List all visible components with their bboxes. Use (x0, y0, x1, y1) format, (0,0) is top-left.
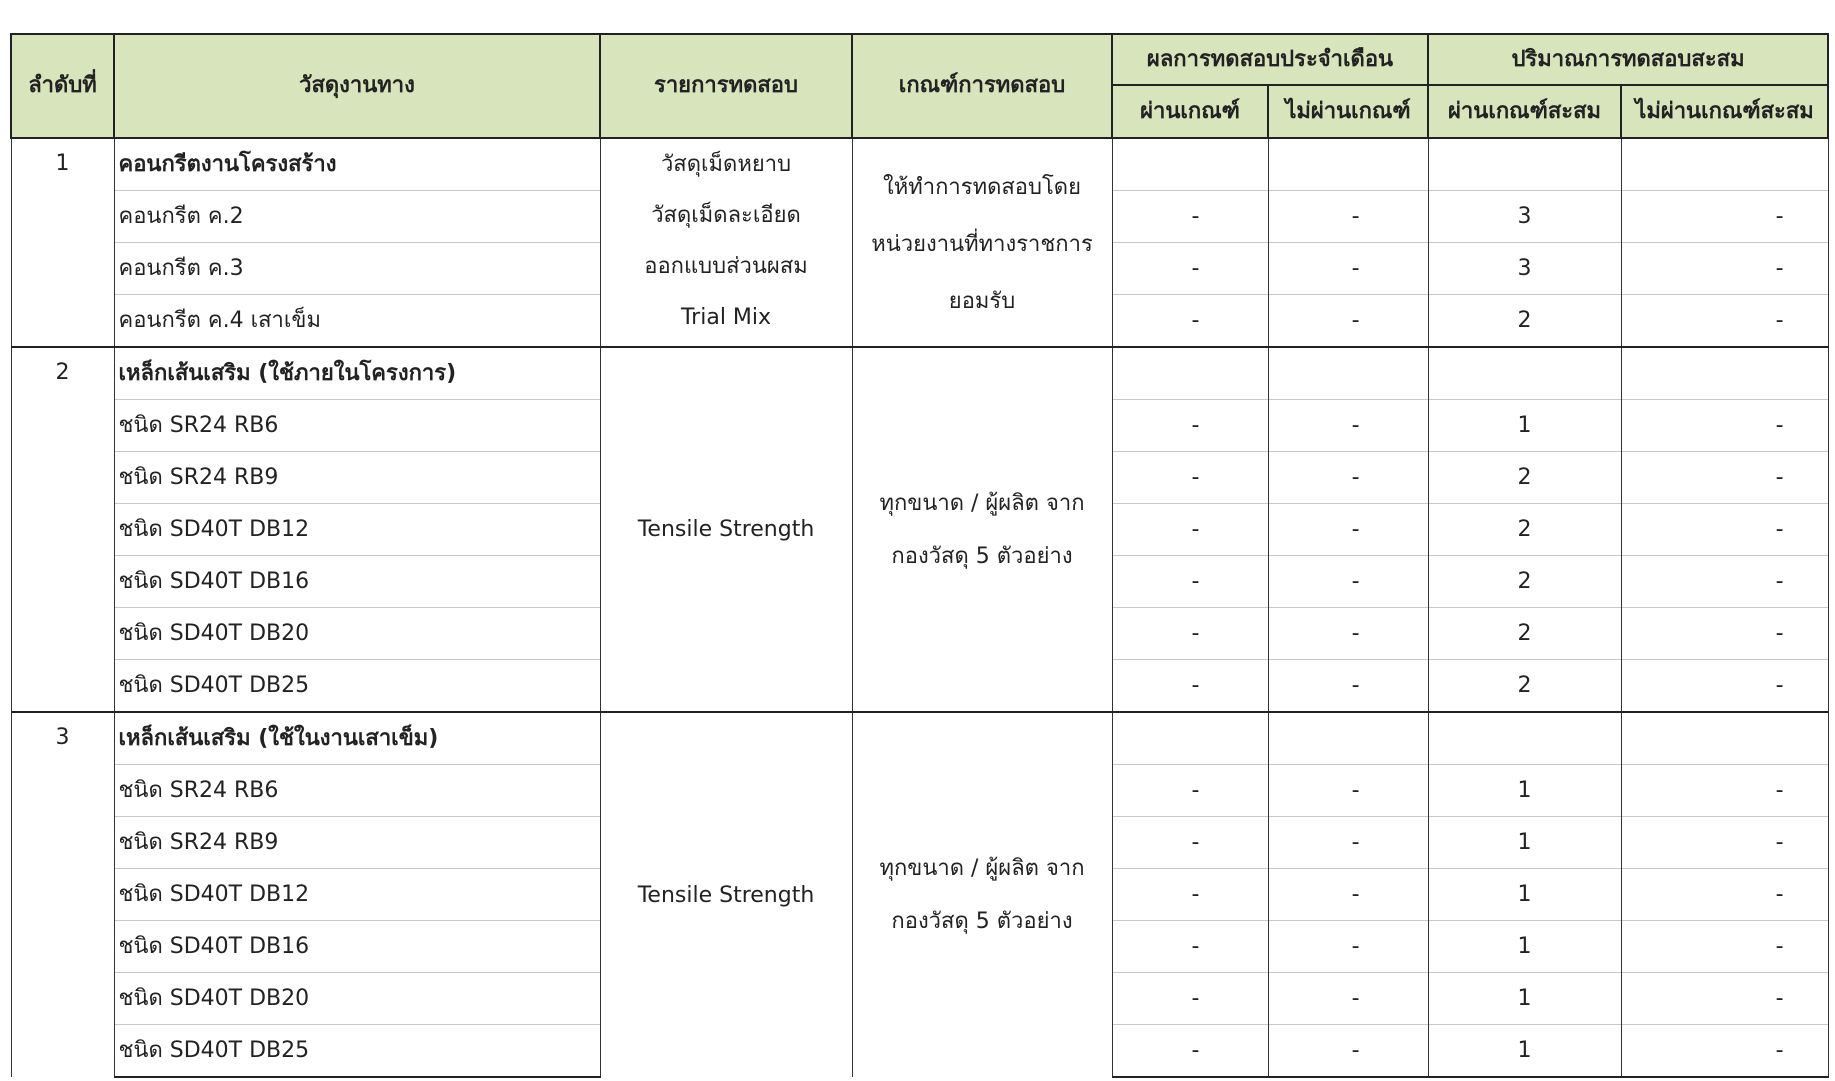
test-item-line: ออกแบบส่วนผสม (644, 254, 808, 279)
test-item-line: Trial Mix (680, 305, 772, 330)
header-cumulative-pass: ผ่านเกณฑ์สะสม (1428, 85, 1621, 138)
monthly-pass-value: - (1112, 452, 1268, 504)
material-name: คอนกรีต ค.4 เสาเข็ม (114, 295, 600, 348)
header-no: ลำดับที่ (11, 34, 114, 138)
header-criteria: เกณฑ์การทดสอบ (852, 34, 1112, 138)
group-title: คอนกรีตงานโครงสร้าง (114, 138, 600, 191)
empty-cell (1621, 712, 1828, 765)
material-name: คอนกรีต ค.2 (114, 191, 600, 243)
monthly-pass-value: - (1112, 504, 1268, 556)
test-item-cell (600, 347, 852, 712)
cumulative-fail-value: - (1621, 817, 1828, 869)
monthly-pass-value: - (1112, 608, 1268, 660)
monthly-pass-value: - (1112, 765, 1268, 817)
empty-cell (1428, 712, 1621, 765)
cumulative-fail-value: - (1621, 973, 1828, 1025)
table-body (11, 138, 1828, 1077)
monthly-pass-value: - (1112, 191, 1268, 243)
cumulative-fail-value: - (1621, 556, 1828, 608)
cumulative-pass-value: 1 (1428, 400, 1621, 452)
criteria-line: ยอมรับ (948, 289, 1016, 314)
material-name: ชนิด SD40T DB12 (114, 504, 600, 556)
cumulative-pass-value: 1 (1428, 869, 1621, 921)
criteria-line: หน่วยงานที่ทางราชการ (871, 232, 1093, 257)
monthly-fail-value: - (1268, 191, 1428, 243)
group-row (11, 712, 1828, 765)
material-name: ชนิด SR24 RB9 (114, 452, 600, 504)
empty-cell (1268, 712, 1428, 765)
material-name: ชนิด SR24 RB6 (114, 400, 600, 452)
header-monthly-pass: ผ่านเกณฑ์ (1112, 85, 1268, 138)
group-title: เหล็กเส้นเสริม (ใช้ภายในโครงการ) (114, 347, 600, 400)
material-name: คอนกรีต ค.3 (114, 243, 600, 295)
cumulative-pass-value: 1 (1428, 1025, 1621, 1078)
cumulative-fail-value: - (1621, 869, 1828, 921)
monthly-pass-value: - (1112, 400, 1268, 452)
material-name: ชนิด SR24 RB9 (114, 817, 600, 869)
criteria-cell (852, 347, 1112, 712)
cumulative-pass-value: 2 (1428, 452, 1621, 504)
monthly-fail-value: - (1268, 608, 1428, 660)
cumulative-fail-value: - (1621, 504, 1828, 556)
test-item-cell (600, 138, 852, 347)
monthly-fail-value: - (1268, 400, 1428, 452)
monthly-pass-value: - (1112, 869, 1268, 921)
monthly-fail-value: - (1268, 295, 1428, 348)
cumulative-fail-value: - (1621, 191, 1828, 243)
monthly-fail-value: - (1268, 1025, 1428, 1078)
cumulative-pass-value: 3 (1428, 243, 1621, 295)
group-number: 3 (11, 712, 114, 1077)
empty-cell (1112, 712, 1268, 765)
monthly-pass-value: - (1112, 556, 1268, 608)
monthly-pass-value: - (1112, 295, 1268, 348)
header-cumulative-fail: ไม่ผ่านเกณฑ์สะสม (1621, 85, 1828, 138)
monthly-fail-value: - (1268, 765, 1428, 817)
cumulative-pass-value: 3 (1428, 191, 1621, 243)
header-test-item: รายการทดสอบ (600, 34, 852, 138)
empty-cell (1428, 138, 1621, 191)
cumulative-fail-value: - (1621, 400, 1828, 452)
criteria-line: ทุกขนาด / ผู้ผลิต จาก (879, 856, 1085, 881)
monthly-fail-value: - (1268, 504, 1428, 556)
cumulative-fail-value: - (1621, 921, 1828, 973)
group-row (11, 138, 1828, 191)
empty-cell (1621, 347, 1828, 400)
empty-cell (1621, 138, 1828, 191)
monthly-fail-value: - (1268, 660, 1428, 713)
cumulative-pass-value: 2 (1428, 556, 1621, 608)
monthly-fail-value: - (1268, 452, 1428, 504)
criteria-cell (852, 712, 1112, 1077)
cumulative-fail-value: - (1621, 243, 1828, 295)
cumulative-fail-value: - (1621, 452, 1828, 504)
test-item-line: Tensile Strength (637, 517, 815, 542)
test-item-line: วัสดุเม็ดละเอียด (651, 203, 801, 228)
monthly-pass-value: - (1112, 921, 1268, 973)
header-row-1 (11, 34, 1828, 85)
test-item-cell (600, 712, 852, 1077)
group-title: เหล็กเส้นเสริม (ใช้ในงานเสาเข็ม) (114, 712, 600, 765)
monthly-pass-value: - (1112, 243, 1268, 295)
monthly-pass-value: - (1112, 1025, 1268, 1078)
cumulative-pass-value: 1 (1428, 973, 1621, 1025)
material-name: ชนิด SD40T DB16 (114, 921, 600, 973)
cumulative-pass-value: 2 (1428, 295, 1621, 348)
material-name: ชนิด SD40T DB25 (114, 1025, 600, 1078)
cumulative-fail-value: - (1621, 295, 1828, 348)
criteria-line: กองวัสดุ 5 ตัวอย่าง (891, 543, 1073, 569)
header-monthly: ผลการทดสอบประจำเดือน (1112, 34, 1428, 85)
monthly-pass-value: - (1112, 817, 1268, 869)
monthly-fail-value: - (1268, 921, 1428, 973)
cumulative-pass-value: 1 (1428, 817, 1621, 869)
cumulative-fail-value: - (1621, 1025, 1828, 1078)
cumulative-pass-value: 2 (1428, 660, 1621, 713)
cumulative-fail-value: - (1621, 608, 1828, 660)
header-material: วัสดุงานทาง (114, 34, 600, 138)
cumulative-pass-value: 2 (1428, 608, 1621, 660)
test-item-line: Tensile Strength (637, 882, 815, 908)
monthly-fail-value: - (1268, 817, 1428, 869)
group-row (11, 347, 1828, 400)
monthly-fail-value: - (1268, 556, 1428, 608)
material-name: ชนิด SD40T DB16 (114, 556, 600, 608)
cumulative-pass-value: 2 (1428, 504, 1621, 556)
material-name: ชนิด SD40T DB12 (114, 869, 600, 921)
group-number: 2 (11, 347, 114, 712)
header-monthly-fail: ไม่ผ่านเกณฑ์ (1268, 85, 1428, 138)
cumulative-fail-value: - (1621, 765, 1828, 817)
cumulative-pass-value: 1 (1428, 765, 1621, 817)
material-name: ชนิด SD40T DB20 (114, 973, 600, 1025)
cumulative-fail-value: - (1621, 660, 1828, 713)
monthly-pass-value: - (1112, 973, 1268, 1025)
empty-cell (1112, 138, 1268, 191)
empty-cell (1112, 347, 1268, 400)
header-cumulative: ปริมาณการทดสอบสะสม (1428, 34, 1828, 85)
criteria-line: กองวัสดุ 5 ตัวอย่าง (891, 909, 1073, 934)
test-results-table (10, 33, 1829, 1078)
material-name: ชนิด SD40T DB20 (114, 608, 600, 660)
empty-cell (1428, 347, 1621, 400)
criteria-cell (852, 138, 1112, 347)
monthly-fail-value: - (1268, 243, 1428, 295)
test-item-line: วัสดุเม็ดหยาบ (660, 152, 792, 177)
material-name: ชนิด SR24 RB6 (114, 765, 600, 817)
criteria-line: ให้ทำการทดสอบโดย (883, 175, 1081, 200)
empty-cell (1268, 347, 1428, 400)
cumulative-pass-value: 1 (1428, 921, 1621, 973)
material-name: ชนิด SD40T DB25 (114, 660, 600, 713)
monthly-fail-value: - (1268, 869, 1428, 921)
monthly-pass-value: - (1112, 660, 1268, 713)
monthly-fail-value: - (1268, 973, 1428, 1025)
criteria-line: ทุกขนาด / ผู้ผลิต จาก (879, 490, 1085, 516)
group-number: 1 (11, 138, 114, 347)
empty-cell (1268, 138, 1428, 191)
